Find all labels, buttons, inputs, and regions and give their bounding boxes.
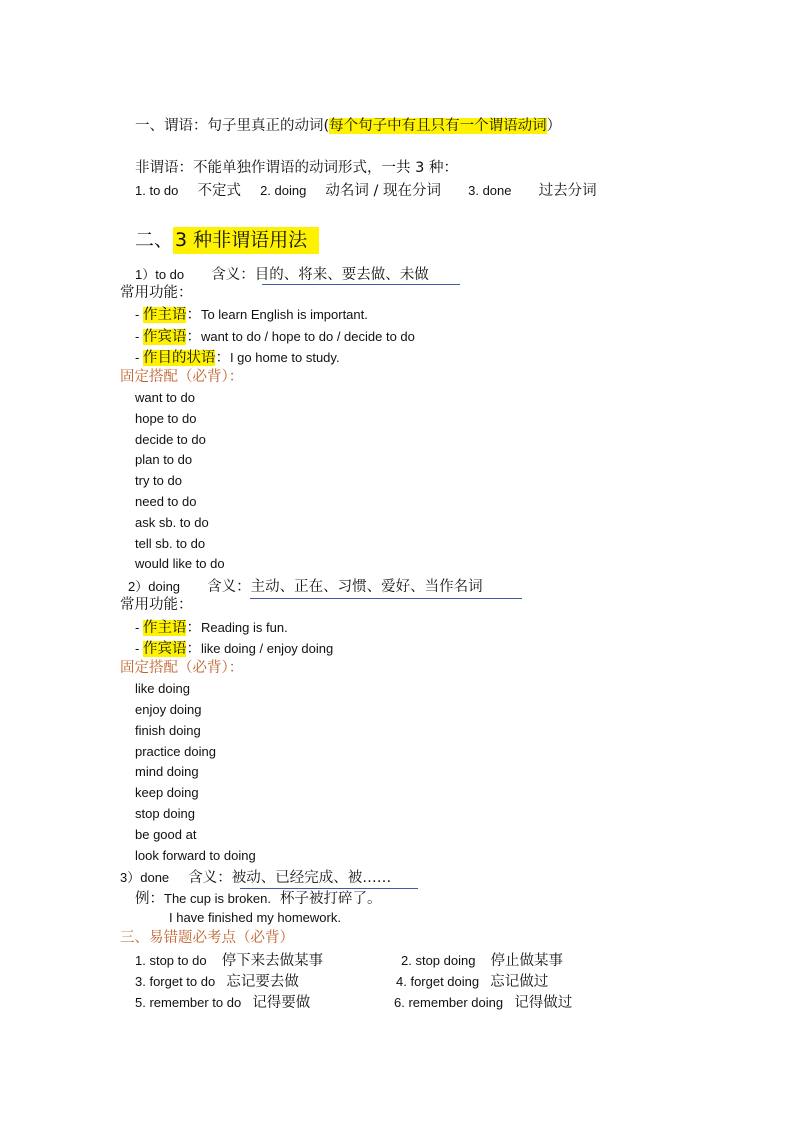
doing-function-1-role: 作主语 <box>142 620 187 636</box>
doing-fixed-item: practice doing <box>135 744 216 759</box>
todo-functions-title: 常用功能： <box>120 285 193 301</box>
doing-fixed-item: be good at <box>135 827 197 842</box>
section-1-lead: 一、谓语：句子里真正的动词( <box>135 118 330 134</box>
done-example-1-en: The cup is broken. <box>164 891 271 906</box>
confusable-item-6-cn: 记得做过 <box>514 995 573 1011</box>
doing-fixed-item: stop doing <box>135 806 195 821</box>
done-meaning: 被动、已经完成、被…… <box>231 870 392 886</box>
section-2-prefix: 二、 <box>135 229 174 251</box>
todo-function-1-example: To learn English is important. <box>200 307 368 322</box>
confusable-item-1 <box>135 952 323 969</box>
doing-header <box>128 578 483 595</box>
confusable-item-5-en: 5. remember to do <box>135 995 242 1010</box>
doing-function-1-example: Reading is fun. <box>200 620 288 635</box>
doing-function-2-example: like doing / enjoy doing <box>200 641 334 656</box>
done-meaning-label: 含义： <box>188 870 232 886</box>
confusable-item-1-en: 1. stop to do <box>135 953 207 968</box>
doing-fixed-item: keep doing <box>135 785 199 800</box>
done-example-2: I have finished my homework. <box>169 910 341 925</box>
doing-fixed-item: mind doing <box>135 764 199 779</box>
done-label: 3）done <box>120 870 170 885</box>
section-1-close: ） <box>546 118 562 134</box>
form-3-cn: 过去分词 <box>538 183 597 199</box>
todo-fixed-item: decide to do <box>135 432 206 447</box>
todo-function-1: - 作主语：To learn English is important. <box>135 307 368 323</box>
confusable-item-2 <box>401 952 563 969</box>
todo-function-3-example: I go home to study. <box>229 350 340 365</box>
confusable-item-3-cn: 忘记要去做 <box>226 974 299 990</box>
doing-fixed-title: 固定搭配（必背）： <box>120 660 244 676</box>
todo-meaning-underline <box>262 284 460 285</box>
todo-function-3-role: 作目的状语 <box>142 350 216 366</box>
todo-function-1-role: 作主语 <box>142 307 187 323</box>
nonpredicate-definition: 非谓语：不能单独作谓语的动词形式，一共 3 种： <box>135 160 458 176</box>
todo-fixed-item: tell sb. to do <box>135 536 206 551</box>
todo-meaning: 目的、将来、要去做、未做 <box>254 267 429 283</box>
todo-fixed-item: need to do <box>135 494 197 509</box>
todo-function-2-role: 作宾语 <box>142 329 187 345</box>
confusable-item-5-cn: 记得要做 <box>252 995 311 1011</box>
doing-function-2-role: 作宾语 <box>142 641 187 657</box>
todo-label: 1）to do <box>135 267 185 282</box>
done-example-1 <box>135 890 382 907</box>
todo-meaning-label: 含义： <box>211 267 255 283</box>
doing-function-2: - 作宾语：like doing / enjoy doing <box>135 641 334 657</box>
doing-meaning-underline <box>250 598 522 599</box>
confusable-item-6 <box>394 994 572 1011</box>
confusable-item-2-en: 2. stop doing <box>401 953 476 968</box>
section-2-heading <box>135 231 319 250</box>
section-1-heading <box>135 119 561 134</box>
todo-function-3: - 作目的状语：I go home to study. <box>135 350 340 366</box>
form-2-cn: 动名词 / 现在分词 <box>325 183 442 199</box>
doing-fixed-item: finish doing <box>135 723 201 738</box>
done-meaning-underline <box>240 888 418 889</box>
confusable-item-6-en: 6. remember doing <box>394 995 504 1010</box>
done-example-label: 例： <box>135 891 164 907</box>
section-2-title: 3 种非谓语用法 <box>173 227 319 254</box>
doing-fixed-item: like doing <box>135 681 190 696</box>
todo-function-2-example: want to do / hope to do / decide to do <box>200 329 415 344</box>
confusable-item-1-cn: 停下来去做某事 <box>221 953 324 969</box>
confusable-item-3 <box>135 973 299 990</box>
doing-function-1: - 作主语：Reading is fun. <box>135 620 288 636</box>
todo-fixed-item: ask sb. to do <box>135 515 209 530</box>
todo-fixed-item: would like to do <box>135 556 225 571</box>
todo-fixed-item: want to do <box>135 390 195 405</box>
doing-label: 2）doing <box>128 579 181 594</box>
doing-functions-title: 常用功能： <box>120 597 193 613</box>
todo-fixed-title: 固定搭配（必背）： <box>120 369 244 385</box>
form-1-en: 1. to do <box>135 183 179 198</box>
form-2-en: 2. doing <box>260 183 307 198</box>
section-1-highlight: 每个句子中有且只有一个谓语动词 <box>329 118 547 134</box>
confusable-item-3-en: 3. forget to do <box>135 974 216 989</box>
confusable-item-2-cn: 停止做某事 <box>490 953 564 969</box>
confusable-item-4-cn: 忘记做过 <box>490 974 549 990</box>
confusable-item-5 <box>135 994 310 1011</box>
confusable-item-4-en: 4. forget doing <box>396 974 480 989</box>
confusable-item-4 <box>396 973 548 990</box>
section-3-heading: 三、易错题必考点（必背） <box>120 930 294 946</box>
nonpredicate-forms <box>135 182 597 199</box>
done-example-1-cn: 杯子被打碎了。 <box>280 891 382 907</box>
form-1-cn: 不定式 <box>197 183 241 199</box>
todo-fixed-item: try to do <box>135 473 182 488</box>
doing-fixed-item: enjoy doing <box>135 702 202 717</box>
done-header <box>120 869 391 886</box>
form-3-en: 3. done <box>468 183 512 198</box>
todo-fixed-item: hope to do <box>135 411 197 426</box>
todo-function-2: - 作宾语：want to do / hope to do / decide to do <box>135 329 415 345</box>
doing-meaning: 主动、正在、习惯、爱好、当作名词 <box>250 579 483 595</box>
todo-header <box>135 266 429 283</box>
todo-fixed-item: plan to do <box>135 452 193 467</box>
doing-meaning-label: 含义： <box>207 579 251 595</box>
doing-fixed-item: look forward to doing <box>135 848 256 863</box>
